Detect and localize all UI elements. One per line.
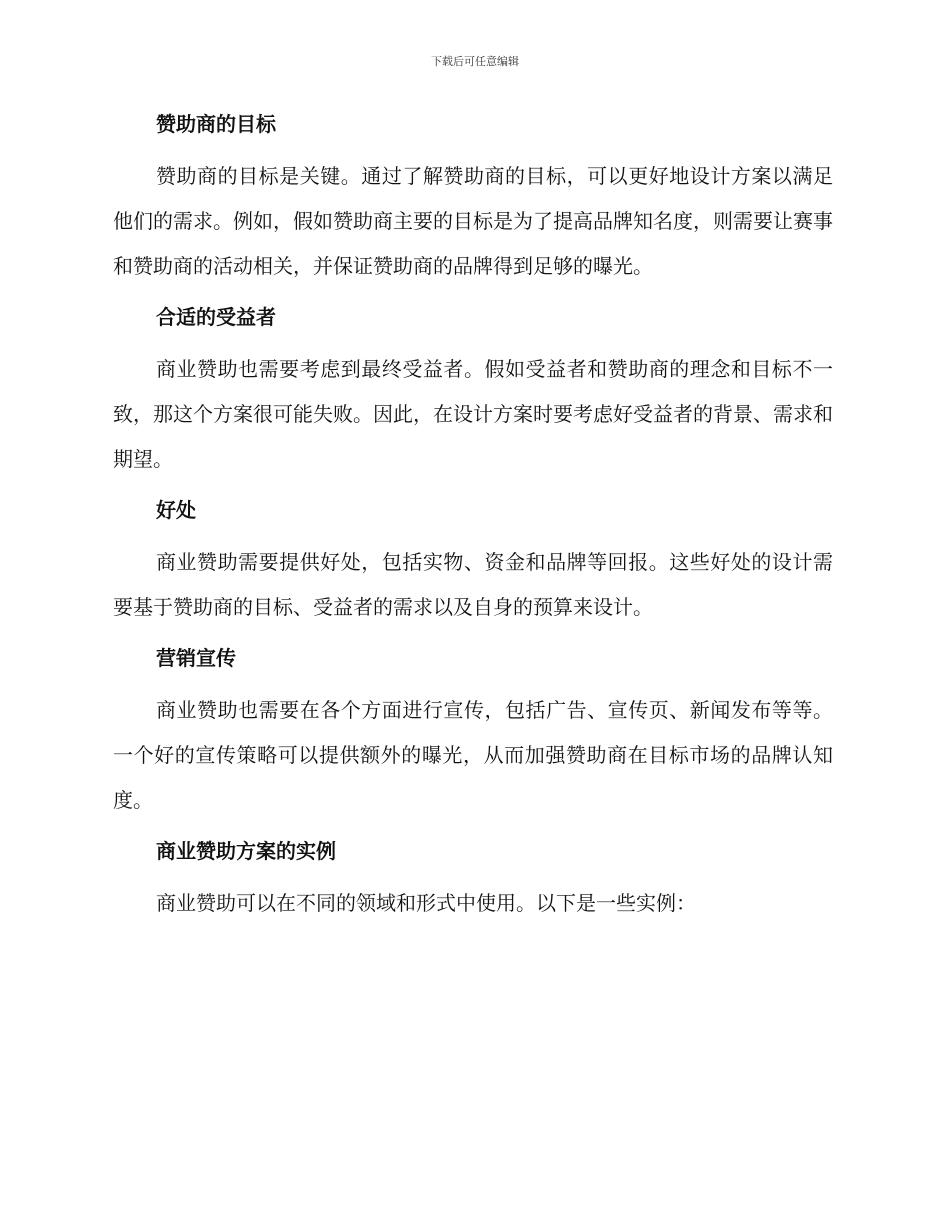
page-header-note: 下载后可任意编辑 [431, 55, 519, 68]
section-heading-marketing: 营销宣传 [156, 646, 236, 670]
section-paragraph-examples: 商业赞助可以在不同的领域和形式中使用。以下是一些实例： [156, 891, 696, 915]
document-body [113, 110, 833, 926]
section-heading-examples: 商业赞助方案的实例 [156, 839, 336, 863]
section-paragraph-marketing: 商业赞助也需要在各个方面进行宣传，包括广告、宣传页、新闻发布等等。一个好的宣传策略可以提供额外的曝光，从而加强赞助商在目标市场的品牌认知度。 [113, 698, 833, 812]
section-paragraph-sponsor-goals: 赞助商的目标是关键。通过了解赞助商的目标，可以更好地设计方案以满足他们的需求。例如，假如赞助商主要的目标是为了提高品牌知名度，则需要让赛事和赞助商的活动相关，并保证赞助商的品牌得到足够的曝光。 [113, 164, 833, 278]
section-paragraph-benefits: 商业赞助需要提供好处，包括实物、资金和品牌等回报。这些好处的设计需要基于赞助商的目标、受益者的需求以及自身的预算来设计。 [113, 550, 833, 619]
section-paragraph-beneficiaries: 商业赞助也需要考虑到最终受益者。假如受益者和赞助商的理念和目标不一致，那这个方案很可能失败。因此，在设计方案时要考虑好受益者的背景、需求和期望。 [113, 357, 833, 471]
section-heading-sponsor-goals: 赞助商的目标 [156, 112, 276, 136]
section-heading-beneficiaries: 合适的受益者 [156, 305, 276, 329]
section-heading-benefits: 好处 [156, 498, 196, 522]
